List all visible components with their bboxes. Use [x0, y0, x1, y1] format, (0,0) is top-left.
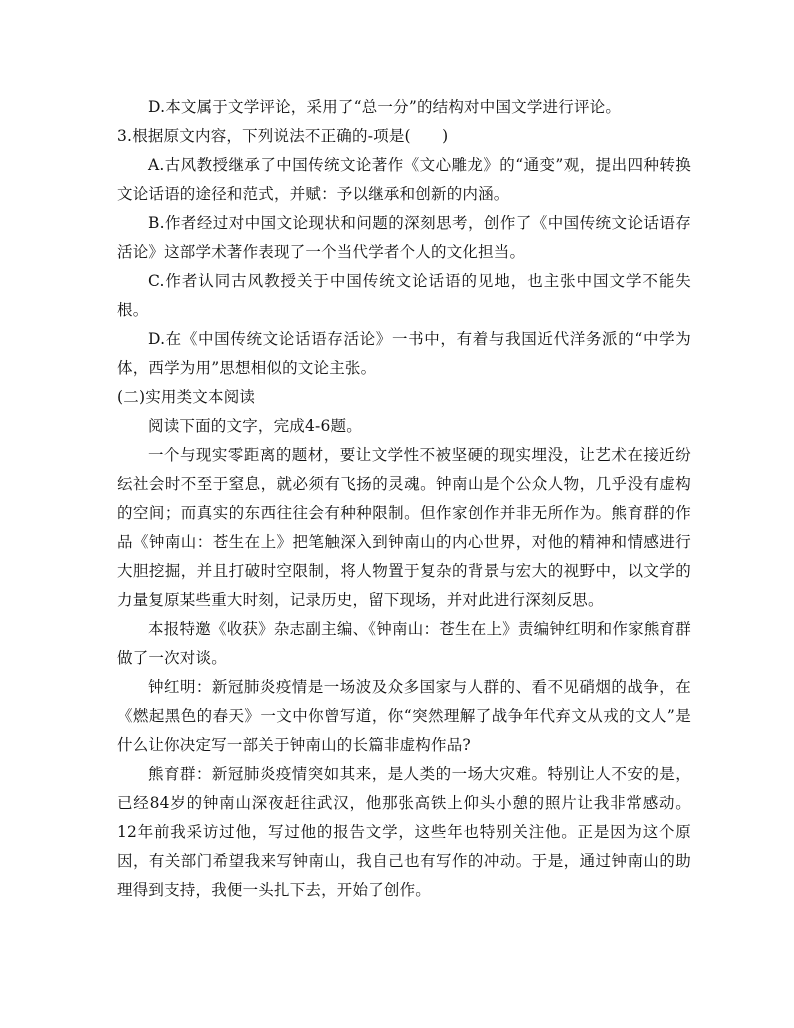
document-body [117, 93, 691, 905]
interview-question: 钟红明：新冠肺炎疫情是一场波及众多国家与人群的、看不见硝烟的战争，在《燃起黑色的春天》一文中你曾写道，你“突然理解了战争年代弃文从戎的文人”是什么让你决定写一部关于钟南山的长篇非虚构作品? [117, 678, 691, 754]
interview-answer: 熊育群：新冠肺炎疫情突如其来，是人类的一场大灾难。特别让人不安的是，已经84岁的钟南山深夜赶往武汉，他那张高铁上仰头小憩的照片让我非常感动。12年前我采访过他，写过他的报告文学，这些年也特别关注他。正是因为这个原因，有关部门希望我来写钟南山，我自己也有写作的冲动。于是，通过钟南山的助理得到支持，我便一头扎下去，开始了创作。 [117, 765, 691, 899]
reading-instruction: 阅读下面的文字，完成4-6题。 [148, 417, 362, 435]
option-b: B.作者经过对中国文论现状和问题的深刻思考，创作了《中国传统文论话语存活论》这部学术著作表现了一个当代学者个人的文化担当。 [117, 214, 691, 261]
option-d: D.在《中国传统文论话语存活论》一书中，有着与我国近代洋务派的“中学为体，西学为用”思想相似的文论主张。 [117, 330, 691, 377]
article-paragraph-1: 一个与现实零距离的题材，要让文学性不被坚硬的现实埋没，让艺术在接近纷纭社会时不至于窒息，就必须有飞扬的灵魂。钟南山是个公众人物，几乎没有虚构的空间；而真实的东西往往会有种种限制。但作家创作并非无所作为。熊育群的作品《钟南山：苍生在上》把笔触深入到钟南山的内心世界，对他的精神和情感进行大胆挖掘，并且打破时空限制，将人物置于复杂的背景与宏大的视野中，以文学的力量复原某些重大时刻，记录历史，留下现场，并对此进行深刻反思。 [117, 446, 691, 609]
option-c: C.作者认同古风教授关于中国传统文论话语的见地，也主张中国文学不能失根。 [117, 272, 691, 319]
question-3: 3.根据原文内容，下列说法不正确的-项是( ) [117, 127, 449, 145]
option-d-paragraph-1: D.本文属于文学评论，采用了“总一分”的结构对中国文学进行评论。 [148, 98, 622, 116]
article-paragraph-2: 本报特邀《收获》杂志副主编、《钟南山：苍生在上》责编钟红明和作家熊育群做了一次对谈。 [117, 620, 691, 667]
section-heading: (二)实用类文本阅读 [117, 388, 256, 406]
option-a: A.古风教授继承了中国传统文论著作《文心雕龙》的“通变”观，提出四种转换文论话语的途径和范式，并赋：予以继承和创新的内涵。 [117, 156, 691, 203]
